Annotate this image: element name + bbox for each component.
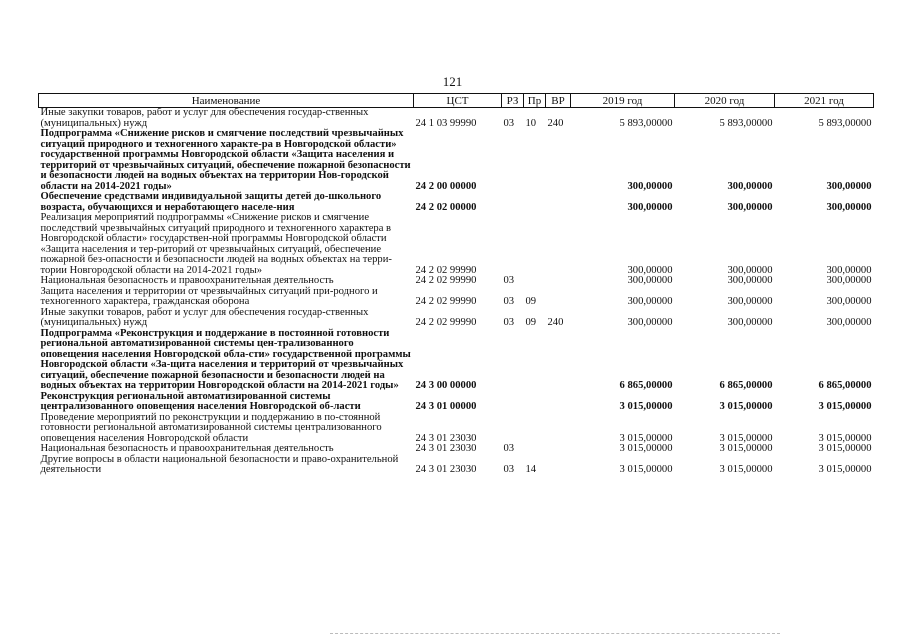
row-2019: 300,00000	[627, 275, 673, 286]
row-rz	[502, 129, 524, 192]
row-name: Подпрограмма «Снижение рисков и смягчение последствий чрезвычайных ситуаций природного и техногенного характе-ра в Новгородской области» государственной программы Новгородской области «Защита населения и территорий от чрезвычайных ситуаций, обеспечение пожарной безопасности и безопасности людей на водных объектах на территории Нов-городской области на 2014-2021 годы»	[40, 128, 411, 192]
row-2019: 3 015,00000	[619, 432, 673, 444]
row-2021: 5 893,00000	[818, 117, 872, 129]
row-rz: 03	[503, 117, 515, 129]
row-name: Национальная безопасность и правоохранительная деятельность	[40, 443, 334, 454]
row-2019: 300,00000	[627, 317, 673, 328]
row-vr	[546, 287, 571, 308]
row-2019: 300,00000	[627, 201, 673, 213]
table-row	[39, 329, 874, 392]
row-code: 24 2 02 00000	[415, 201, 477, 213]
row-2021: 300,00000	[826, 275, 872, 286]
header-pr: Пр	[524, 94, 546, 108]
row-2021: 3 015,00000	[818, 401, 872, 412]
row-2020: 3 015,00000	[719, 443, 773, 454]
row-2021: 300,00000	[826, 201, 872, 213]
row-pr	[524, 392, 546, 413]
row-pr	[524, 444, 546, 455]
row-vr	[546, 444, 571, 455]
row-code: 24 2 02 99990	[415, 317, 477, 328]
row-rz: 03	[503, 464, 515, 475]
row-2020: 300,00000	[727, 180, 773, 192]
row-2020: 3 015,00000	[719, 432, 773, 444]
row-2020: 300,00000	[727, 317, 773, 328]
row-2021: 300,00000	[826, 264, 872, 276]
row-2019: 3 015,00000	[619, 464, 673, 475]
row-rz	[502, 213, 524, 276]
table-row	[39, 413, 874, 445]
row-rz	[502, 392, 524, 413]
row-2020: 300,00000	[727, 275, 773, 286]
page-bottom-edge	[330, 633, 780, 635]
row-2019: 3 015,00000	[619, 401, 673, 412]
header-code: ЦСТ	[414, 94, 502, 108]
row-pr	[524, 192, 546, 213]
row-code: 24 3 01 23030	[415, 432, 477, 444]
row-pr: 10	[525, 117, 537, 129]
row-2020: 300,00000	[727, 201, 773, 213]
row-name: Обеспечение средствами индивидуальной защиты детей до-школьного возраста, обучающихся и неработающего населе-ния	[40, 191, 382, 213]
row-2020: 300,00000	[727, 296, 773, 307]
table-row	[39, 213, 874, 276]
table-row	[39, 108, 874, 130]
table-header	[39, 94, 874, 108]
budget-table	[38, 93, 874, 476]
row-rz	[502, 192, 524, 213]
row-vr	[546, 329, 571, 392]
row-vr	[546, 213, 571, 276]
row-pr: 09	[525, 296, 537, 307]
row-pr	[524, 276, 546, 287]
row-vr	[546, 129, 571, 192]
row-rz	[502, 413, 524, 445]
row-code: 24 2 02 99990	[415, 264, 477, 276]
row-vr	[546, 413, 571, 445]
row-code: 24 3 01 23030	[415, 464, 477, 475]
table-row	[39, 444, 874, 455]
row-2021: 3 015,00000	[818, 464, 872, 475]
table-row	[39, 287, 874, 308]
row-name: Иные закупки товаров, работ и услуг для обеспечения государ-ственных (муниципальных) нужд	[40, 306, 369, 328]
row-name: Реконструкция региональной автоматизированной системы централизованного оповещения населения Новгородской об-ласти	[40, 390, 361, 412]
row-name: Иные закупки товаров, работ и услуг для обеспечения государ-ственных (муниципальных) нужд	[40, 107, 369, 129]
page-number: 121	[442, 74, 463, 89]
row-2019: 300,00000	[627, 296, 673, 307]
row-rz: 03	[503, 317, 515, 328]
row-rz: 03	[503, 275, 515, 286]
header-name: Наименование	[39, 94, 414, 108]
row-code: 24 1 03 99990	[415, 117, 477, 129]
row-name: Подпрограмма «Реконструкция и поддержание в постоянной готовности региональной автоматизированной системы цен-трализованного оповещения населения Новгородской обла-сти» государственной программы Новгородской области «За-щита населения и территорий от чрезвычайных ситуаций, обеспечение пожарной безопасности и безопасности людей на водных объектах на территории Новгородской области на 2014-2021 годы»	[40, 327, 411, 391]
header-2020: 2020 год	[675, 94, 775, 108]
row-name: Реализация мероприятий подпрограммы «Снижение рисков и смягчение последствий чрезвычайных ситуаций природного и техногенного характера в Новгородской области» государствен-ной программы Новгородской области «Защита населения и тер-риторий от чрезвычайных ситуаций, обеспечение пожарной без-опасности и безопасности людей на водных объектах на терри-тории Новгородской области на 2014-2021 годы»	[40, 212, 392, 276]
row-rz: 03	[503, 443, 515, 454]
row-vr	[546, 192, 571, 213]
row-2020: 3 015,00000	[719, 401, 773, 412]
row-code: 24 2 00 00000	[415, 180, 477, 192]
table-row	[39, 192, 874, 213]
row-code: 24 3 01 00000	[415, 401, 477, 412]
row-2021: 6 865,00000	[818, 380, 872, 391]
row-pr	[524, 413, 546, 445]
row-2019: 300,00000	[627, 264, 673, 276]
row-name: Другие вопросы в области национальной безопасности и право-охранительной деятельности	[40, 453, 399, 475]
row-vr: 240	[547, 317, 564, 328]
row-2020: 3 015,00000	[719, 464, 773, 475]
header-2021: 2021 год	[775, 94, 874, 108]
row-name: Национальная безопасность и правоохранительная деятельность	[40, 275, 334, 286]
table-row	[39, 276, 874, 287]
row-vr	[546, 392, 571, 413]
row-2019: 300,00000	[627, 180, 673, 192]
row-code: 24 2 02 99990	[415, 275, 477, 286]
row-pr	[524, 129, 546, 192]
row-pr	[524, 213, 546, 276]
row-code: 24 3 00 00000	[415, 380, 477, 391]
row-2019: 3 015,00000	[619, 443, 673, 454]
row-vr	[546, 276, 571, 287]
row-code: 24 2 02 99990	[415, 296, 477, 307]
row-rz: 03	[503, 296, 515, 307]
row-vr: 240	[547, 117, 564, 129]
row-pr: 14	[525, 464, 537, 475]
row-pr	[524, 329, 546, 392]
header-2019: 2019 год	[571, 94, 675, 108]
table-row	[39, 308, 874, 329]
row-2021: 300,00000	[826, 317, 872, 328]
row-2019: 5 893,00000	[619, 117, 673, 129]
row-2019: 6 865,00000	[619, 380, 673, 391]
table-body	[39, 108, 874, 476]
row-rz	[502, 329, 524, 392]
row-2021: 3 015,00000	[818, 432, 872, 444]
row-2021: 300,00000	[826, 180, 872, 192]
row-2020: 5 893,00000	[719, 117, 773, 129]
row-name: Защита населения и территории от чрезвычайных ситуаций при-родного и техногенного характера, гражданская оборона	[40, 285, 378, 307]
table-row	[39, 392, 874, 413]
header-row	[39, 94, 874, 108]
row-2020: 300,00000	[727, 264, 773, 276]
table-row	[39, 455, 874, 476]
row-2020: 6 865,00000	[719, 380, 773, 391]
header-vr: ВР	[546, 94, 571, 108]
table-row	[39, 129, 874, 192]
row-vr	[546, 455, 571, 476]
header-rz: РЗ	[502, 94, 524, 108]
row-2021: 300,00000	[826, 296, 872, 307]
row-name: Проведение мероприятий по реконструкции и поддержанию в по-стоянной готовности региональной автоматизированной системы централизованного оповещения населения Новгородской области	[40, 411, 382, 444]
row-pr: 09	[525, 317, 537, 328]
row-code: 24 3 01 23030	[415, 443, 477, 454]
row-2021: 3 015,00000	[818, 443, 872, 454]
